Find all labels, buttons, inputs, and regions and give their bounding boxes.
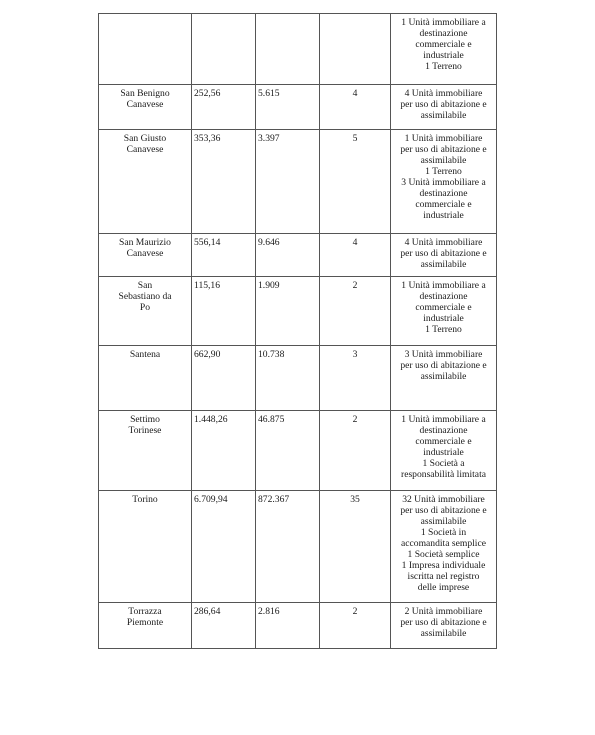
comune-cell-line: Torinese (128, 425, 162, 436)
table-row (99, 491, 497, 603)
comune-cell (99, 234, 192, 277)
descrizione-beni-cell-line: destinazione (419, 425, 468, 436)
descrizione-beni-cell-line: destinazione (419, 188, 468, 199)
descrizione-beni-cell (391, 130, 497, 234)
abitanti-cell: 10.738 (256, 346, 320, 411)
descrizione-beni-cell (391, 491, 497, 603)
descrizione-beni-cell-line: commerciale e (415, 302, 472, 313)
descrizione-beni-cell-line: per uso di abitazione e (400, 144, 487, 155)
descrizione-beni-cell (391, 14, 497, 85)
abitanti-cell: 2.816 (256, 603, 320, 649)
numero-beni-cell: 2 (320, 411, 391, 491)
table-row (99, 130, 497, 234)
descrizione-beni-cell-line: assimilabile (420, 628, 467, 639)
descrizione-beni-cell-line: commerciale e (415, 199, 472, 210)
descrizione-beni-cell-line: assimilabile (420, 371, 467, 382)
comune-cell (99, 411, 192, 491)
descrizione-beni-cell-line: industriale (423, 313, 464, 324)
descrizione-beni-cell (391, 85, 497, 130)
comune-cell (99, 491, 192, 603)
table-body (99, 14, 497, 649)
descrizione-beni-cell-line: commerciale e (415, 39, 472, 50)
descrizione-beni-cell-line: 1 Unità immobiliare a (401, 17, 486, 28)
descrizione-beni-cell-line: commerciale e (415, 436, 472, 447)
descrizione-beni-cell (391, 346, 497, 411)
descrizione-beni-cell (391, 603, 497, 649)
table-row (99, 14, 497, 85)
descrizione-beni-cell-line: industriale (423, 50, 464, 61)
superficie-cell: 6.709,94 (192, 491, 256, 603)
table-row (99, 603, 497, 649)
descrizione-beni-cell-line: destinazione (419, 28, 468, 39)
numero-beni-cell: 3 (320, 346, 391, 411)
descrizione-beni-cell-line: per uso di abitazione e (400, 505, 487, 516)
comune-cell-line: Po (139, 302, 151, 313)
abitanti-cell: 1.909 (256, 277, 320, 346)
descrizione-beni-cell-line: 1 Società semplice (407, 549, 480, 560)
comune-cell (99, 603, 192, 649)
abitanti-cell: 9.646 (256, 234, 320, 277)
superficie-cell: 286,64 (192, 603, 256, 649)
descrizione-beni-cell-line: 1 Terreno (425, 61, 462, 72)
numero-beni-cell: 4 (320, 234, 391, 277)
table-row (99, 85, 497, 130)
descrizione-beni-cell-line: 4 Unità immobiliare (404, 237, 483, 248)
table-row (99, 346, 497, 411)
comune-cell-line: Sebastiano da (118, 291, 172, 302)
abitanti-cell: 5.615 (256, 85, 320, 130)
confiscated-assets-table (98, 13, 497, 649)
comune-cell-line: San Giusto (123, 133, 167, 144)
descrizione-beni-cell-line: 1 Impresa individuale (401, 560, 486, 571)
abitanti-cell: 46.875 (256, 411, 320, 491)
superficie-cell (192, 14, 256, 85)
descrizione-beni-cell-line: 1 Unità immobiliare a (401, 280, 486, 291)
descrizione-beni-cell-line: assimilabile (420, 516, 467, 527)
comune-cell-line: Canavese (126, 248, 164, 259)
abitanti-cell: 872.367 (256, 491, 320, 603)
descrizione-beni-cell-line: delle imprese (417, 582, 470, 593)
comune-cell-line: Piemonte (126, 617, 164, 628)
table-row (99, 411, 497, 491)
superficie-cell: 1.448,26 (192, 411, 256, 491)
descrizione-beni-cell-line: 1 Terreno (425, 166, 462, 177)
numero-beni-cell: 4 (320, 85, 391, 130)
numero-beni-cell: 2 (320, 603, 391, 649)
superficie-cell: 662,90 (192, 346, 256, 411)
comune-cell-line: Santena (129, 349, 161, 360)
descrizione-beni-cell-line: per uso di abitazione e (400, 248, 487, 259)
numero-beni-cell: 35 (320, 491, 391, 603)
descrizione-beni-cell-line: assimilabile (420, 155, 467, 166)
descrizione-beni-cell-line: 32 Unità immobiliare (402, 494, 485, 505)
comune-cell-line: San Maurizio (119, 237, 171, 248)
descrizione-beni-cell-line: 1 Unità immobiliare a (401, 414, 486, 425)
table-row (99, 234, 497, 277)
descrizione-beni-cell-line: industriale (423, 210, 464, 221)
comune-cell (99, 130, 192, 234)
descrizione-beni-cell (391, 411, 497, 491)
table-row (99, 277, 497, 346)
comune-cell (99, 277, 192, 346)
descrizione-beni-cell-line: industriale (423, 447, 464, 458)
comune-cell-line: San (137, 280, 153, 291)
descrizione-beni-cell (391, 277, 497, 346)
superficie-cell: 115,16 (192, 277, 256, 346)
abitanti-cell: 3.397 (256, 130, 320, 234)
descrizione-beni-cell-line: iscritta nel registro (407, 571, 480, 582)
comune-cell-line: Canavese (126, 144, 164, 155)
comune-cell (99, 14, 192, 85)
superficie-cell: 353,36 (192, 130, 256, 234)
descrizione-beni-cell-line: per uso di abitazione e (400, 360, 487, 371)
descrizione-beni-cell-line: 1 Terreno (425, 324, 462, 335)
abitanti-cell (256, 14, 320, 85)
descrizione-beni-cell-line: responsabilità limitata (401, 469, 486, 480)
descrizione-beni-cell-line: 3 Unità immobiliare a (401, 177, 486, 188)
descrizione-beni-cell-line: assimilabile (420, 259, 467, 270)
comune-cell-line: Settimo (130, 414, 160, 425)
numero-beni-cell: 2 (320, 277, 391, 346)
descrizione-beni-cell-line: 3 Unità immobiliare (404, 349, 483, 360)
descrizione-beni-cell-line: assimilabile (420, 110, 467, 121)
descrizione-beni-cell-line: 4 Unità immobiliare (404, 88, 483, 99)
numero-beni-cell (320, 14, 391, 85)
descrizione-beni-cell-line: destinazione (419, 291, 468, 302)
superficie-cell: 252,56 (192, 85, 256, 130)
comune-cell-line: Torrazza (128, 606, 162, 617)
descrizione-beni-cell-line: 1 Società in (420, 527, 467, 538)
descrizione-beni-cell-line: accomandita semplice (401, 538, 486, 549)
descrizione-beni-cell-line: per uso di abitazione e (400, 99, 487, 110)
comune-cell (99, 85, 192, 130)
comune-cell-line: Canavese (126, 99, 164, 110)
descrizione-beni-cell-line: 1 Società a (422, 458, 465, 469)
descrizione-beni-cell-line: per uso di abitazione e (400, 617, 487, 628)
superficie-cell: 556,14 (192, 234, 256, 277)
comune-cell-line: Torino (132, 494, 158, 505)
descrizione-beni-cell (391, 234, 497, 277)
descrizione-beni-cell-line: 1 Unità immobiliare (404, 133, 483, 144)
comune-cell-line: San Benigno (120, 88, 170, 99)
numero-beni-cell: 5 (320, 130, 391, 234)
descrizione-beni-cell-line: 2 Unità immobiliare (404, 606, 483, 617)
comune-cell (99, 346, 192, 411)
